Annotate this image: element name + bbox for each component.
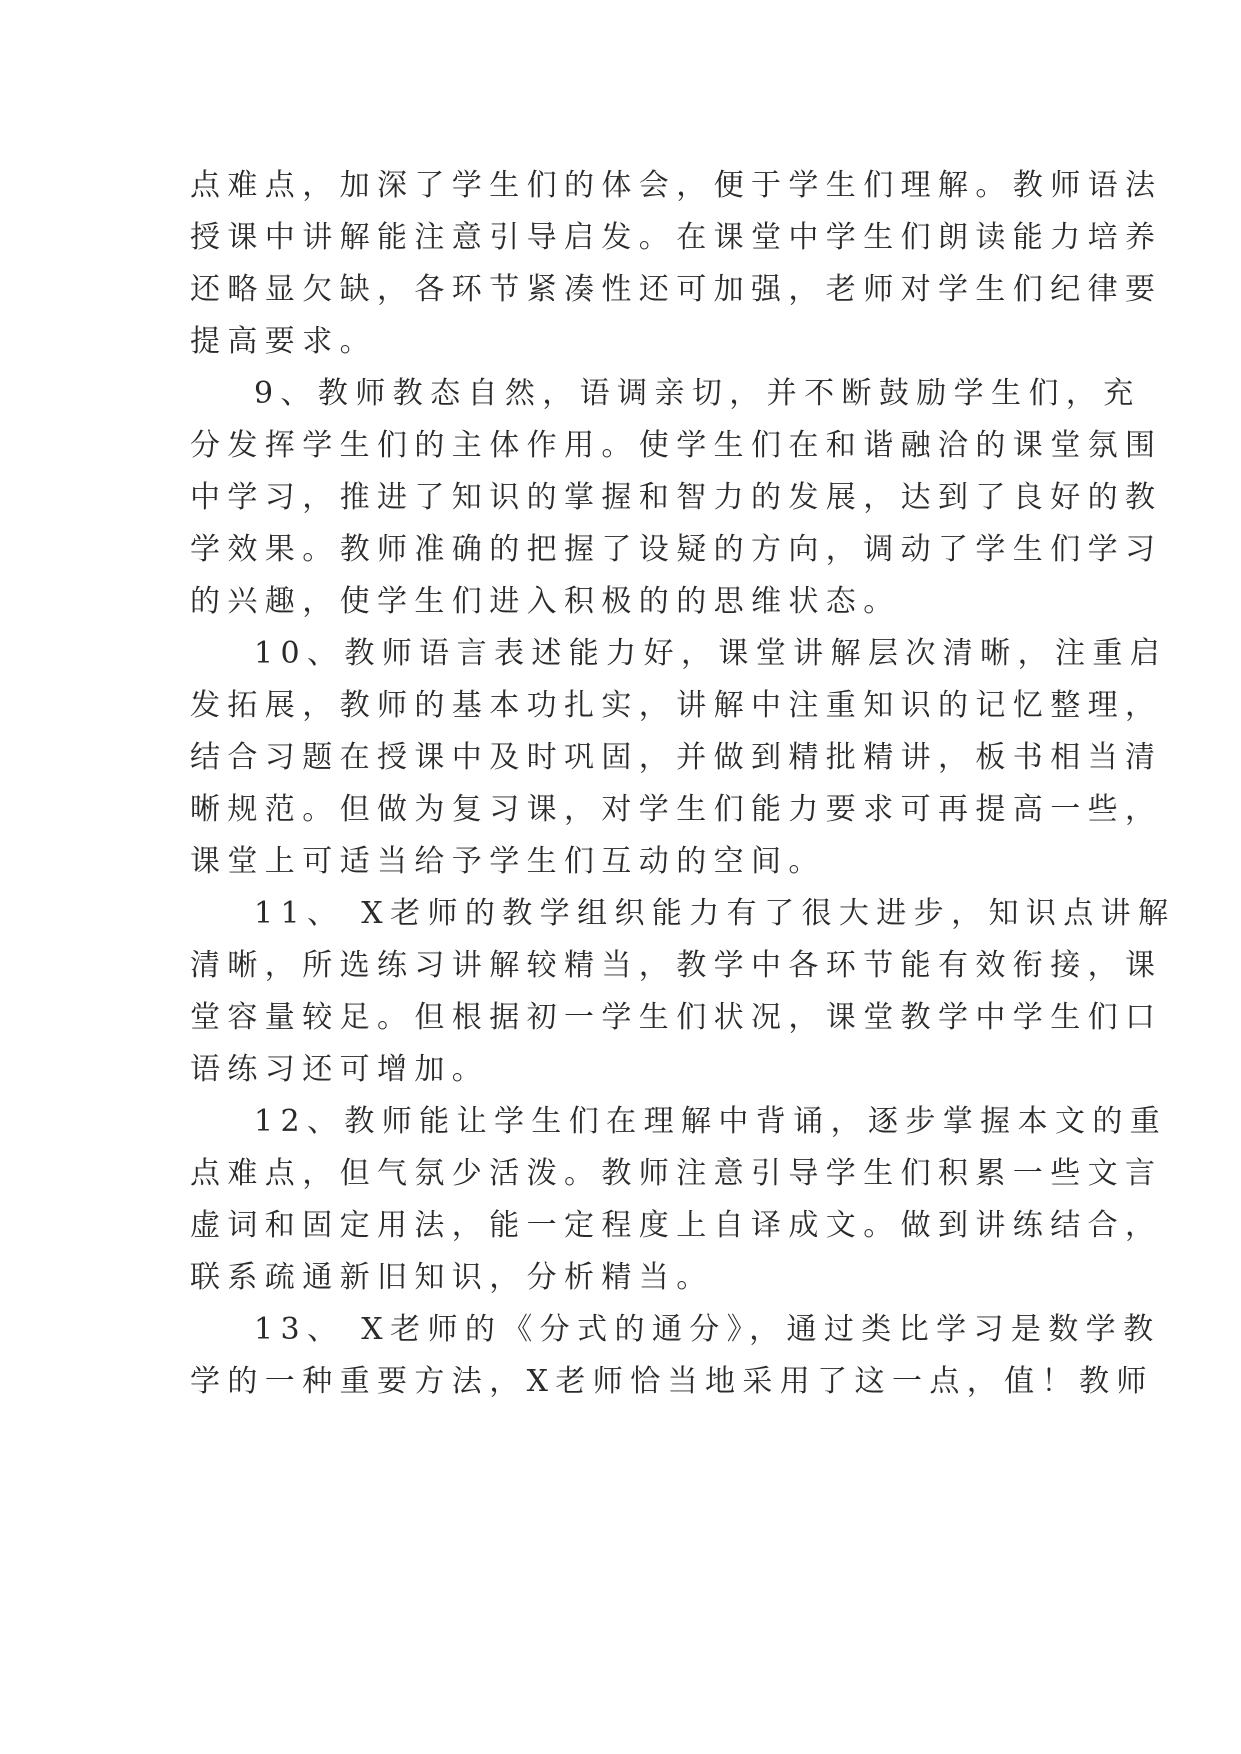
text-line: 晰规范。但做为复习课，对学生们能力要求可再提高一些， [190,792,1163,827]
text-line: 学效果。教师准确的把握了设疑的方向，调动了学生们学习 [190,532,1163,567]
body-text [190,160,1176,1408]
text-line: 发拓展，教师的基本功扎实，讲解中注重知识的记忆整理， [190,688,1163,723]
paragraph-first-line: 12、教师能让学生们在理解中背诵，逐步掌握本文的重 [254,1104,1168,1139]
text-line: 点难点，加深了学生们的体会，便于学生们理解。教师语法 [190,168,1163,203]
text-line: 联系疏通新旧知识，分析精当。 [190,1260,714,1295]
text-line: 授课中讲解能注意引导启发。在课堂中学生们朗读能力培养 [190,220,1163,255]
text-line: 堂容量较足。但根据初一学生们状况，课堂教学中学生们口 [190,1000,1163,1035]
text-line: 学的一种重要方法，X老师恰当地采用了这一点，值！教师 [190,1364,1154,1399]
paragraph-first-line: 13、 X老师的《分式的通分》，通过类比学习是数学教 [254,1312,1161,1347]
paragraph-first-line: 10、教师语言表述能力好，课堂讲解层次清晰，注重启 [254,636,1168,671]
text-line: 中学习，推进了知识的掌握和智力的发展，达到了良好的教 [190,480,1163,515]
text-line: 语练习还可增加。 [190,1052,490,1087]
paragraph-first-line: 11、 X老师的教学组织能力有了很大进步，知识点讲解 [254,896,1176,931]
text-line: 结合习题在授课中及时巩固，并做到精批精讲，板书相当清 [190,740,1163,775]
text-line: 提高要求。 [190,324,377,359]
text-line: 清晰，所选练习讲解较精当，教学中各环节能有效衔接，课 [190,948,1163,983]
paragraph-first-line: 9、教师教态自然，语调亲切，并不断鼓励学生们，充 [254,376,1141,411]
text-line: 还略显欠缺，各环节紧凑性还可加强，老师对学生们纪律要 [190,272,1163,307]
text-line: 课堂上可适当给予学生们互动的空间。 [190,844,826,879]
text-line: 分发挥学生们的主体作用。使学生们在和谐融洽的课堂氛围 [190,428,1163,463]
text-line: 的兴趣，使学生们进入积极的的思维状态。 [190,584,901,619]
text-line: 点难点，但气氛少活泼。教师注意引导学生们积累一些文言 [190,1156,1163,1191]
text-line: 虚词和固定用法，能一定程度上自译成文。做到讲练结合， [190,1208,1163,1243]
